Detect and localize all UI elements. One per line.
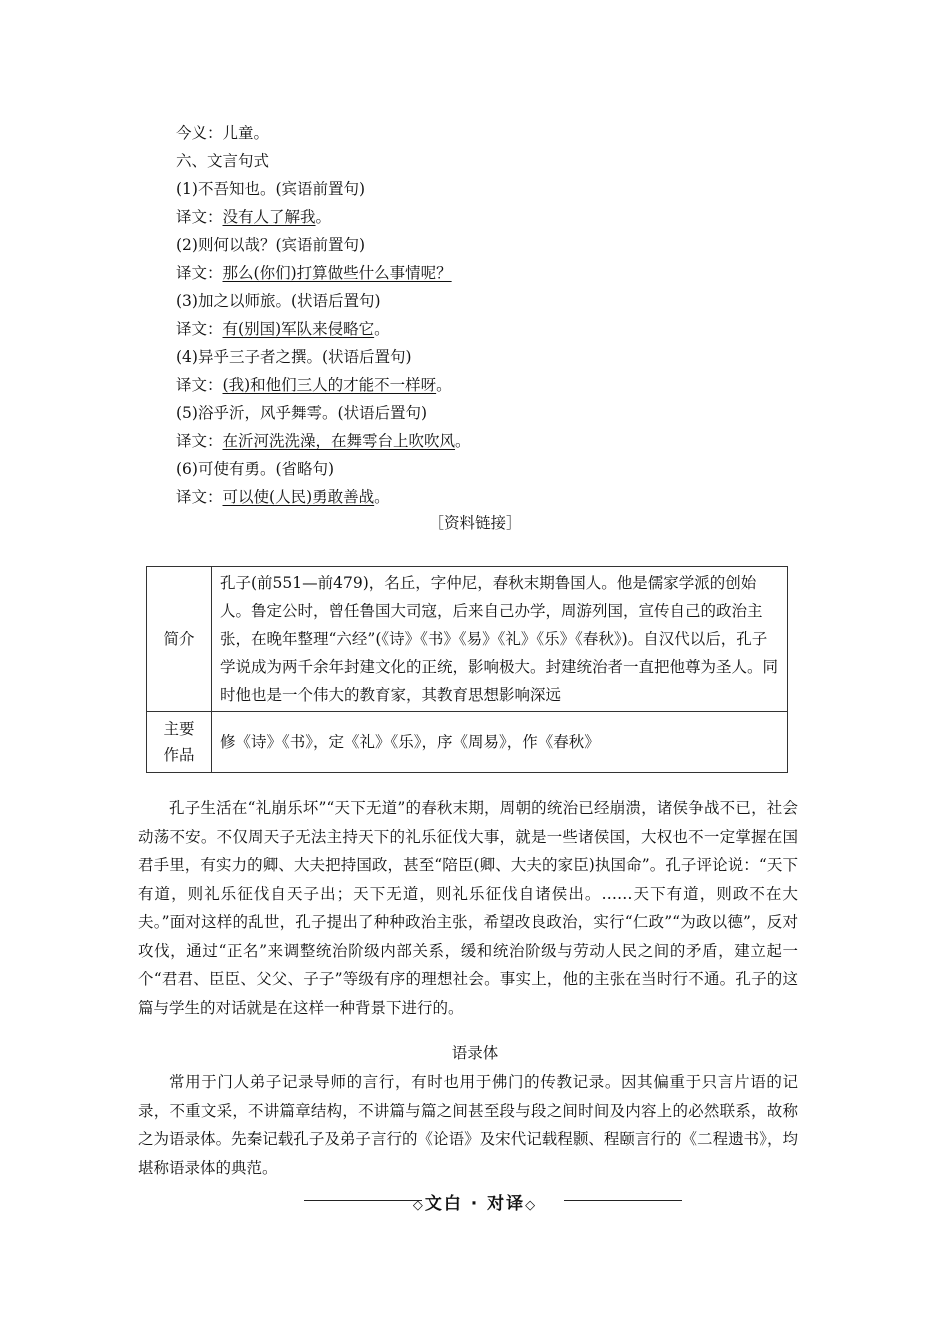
text-line: (4)异乎三子者之撰。(状语后置句) — [176, 348, 412, 366]
diamond-icon: ◇ — [412, 1198, 425, 1213]
banner-title: ◇文白 · 对译◇ — [412, 1194, 538, 1214]
text-line: 今义：儿童。 — [176, 124, 270, 142]
section-heading: 六、文言句式 — [176, 152, 270, 170]
intro-text: 孔子(前551—前479)，名丘，字仲尼，春秋末期鲁国人。他是儒家学派的创始人。鲁定公时，曾任鲁国大司寇，后来自己办学，周游列国，宣传自己的政治主张，在晚年整理“六经”(《诗》《书》《易》《礼》《乐》《春秋》)。自汉代以后，孔子学说成为两千余年封建文化的正统，影响极大。封建统治者一直把他尊为圣人。同时他也是一个伟大的教育家，其教育思想影响深远 — [212, 567, 788, 712]
yulu-paragraph: 常用于门人弟子记录导师的言行，有时也用于佛门的传教记录。因其偏重于只言片语的记录，不重文采，不讲篇章结构，不讲篇与篇之间甚至段与段之间时间及内容上的必然联系，故称之为语录体。先秦记载孔子及弟子言行的《论语》及宋代记载程颢、程颐言行的《二程遗书》，均堪称语录体的典范。 — [138, 1073, 798, 1177]
text-line: (5)浴乎沂，风乎舞雩。(状语后置句) — [176, 404, 428, 422]
section-link-title: ［资料链接］ — [428, 514, 522, 532]
text-line: (6)可使有勇。(省略句) — [176, 460, 335, 478]
table-row — [147, 712, 788, 773]
yulu-title: 语录体 — [451, 1044, 499, 1062]
text-line: (2)则何以哉？(宾语前置句) — [176, 236, 366, 254]
translation-line: 译文：有(别国)军队来侵略它。 — [176, 320, 390, 338]
diamond-icon: ◇ — [525, 1198, 538, 1213]
text-line: (1)不吾知也。(宾语前置句) — [176, 180, 366, 198]
text-line: (3)加之以师旅。(状语后置句) — [176, 292, 381, 310]
works-label: 主要 作品 — [147, 712, 212, 773]
section-banner — [0, 1187, 950, 1215]
table-row — [147, 567, 788, 712]
translation-line: 译文：可以使(人民)勇敢善战。 — [176, 488, 390, 506]
translation-line: 译文：没有人了解我。 — [176, 208, 332, 226]
translation-line: 译文：那么(你们)打算做些什么事情呢？ — [176, 264, 452, 282]
confucius-info-table — [146, 566, 788, 773]
works-text: 修《诗》《书》，定《礼》《乐》，序《周易》，作《春秋》 — [212, 712, 788, 773]
intro-label: 简介 — [147, 567, 212, 712]
translation-line: 译文：在沂河洗洗澡，在舞雩台上吹吹风。 — [176, 432, 471, 450]
translation-line: 译文：(我)和他们三人的才能不一样呀。 — [176, 376, 452, 394]
background-paragraph: 孔子生活在“礼崩乐坏”“天下无道”的春秋末期，周朝的统治已经崩溃，诸侯争战不已，社会动荡不安。不仅周天子无法主持天下的礼乐征伐大事，就是一些诸侯国，大权也不一定掌握在国君手里，有实力的卿、大夫把持国政，甚至“陪臣(卿、大夫的家臣)执国命”。孔子评论说：“天下有道，则礼乐征伐自天子出；天下无道，则礼乐征伐自诸侯出。……天下有道，则政不在大夫。”面对这样的乱世，孔子提出了种种政治主张，希望改良政治，实行“仁政”“为政以德”，反对攻伐，通过“正名”来调整统治阶级内部关系，缓和统治阶级与劳动人民之间的矛盾，建立起一个“君君、臣臣、父父、子子”等级有序的理想社会。事实上，他的主张在当时行不通。孔子的这篇与学生的对话就是在这样一种背景下进行的。 — [138, 799, 798, 1017]
